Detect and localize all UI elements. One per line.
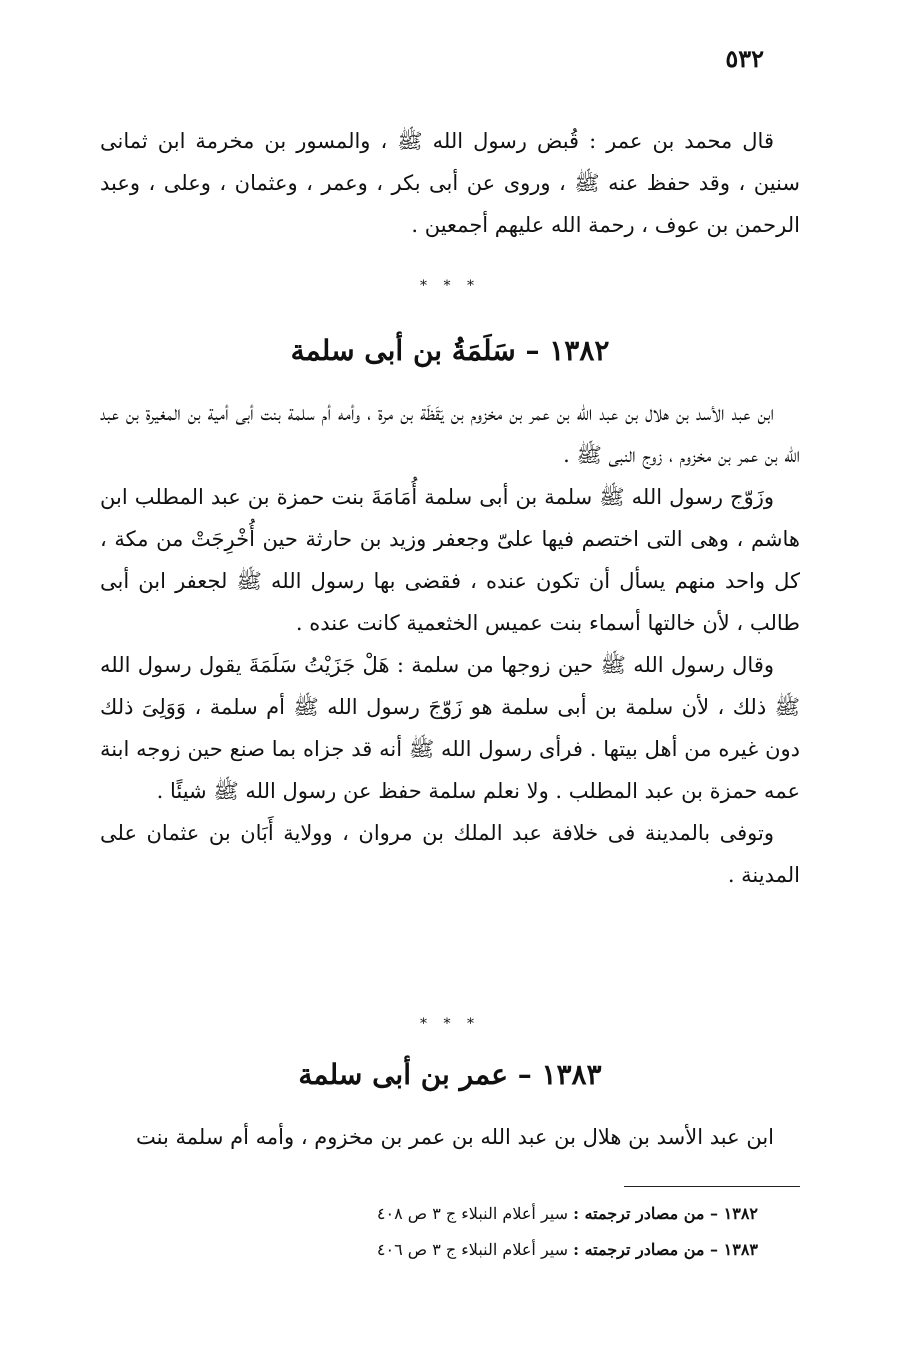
section-separator-1: * * * (420, 278, 480, 294)
entry-1383-body (100, 1116, 800, 1158)
footnote-1383 (377, 1232, 758, 1268)
section-separator-2: * * * (420, 1016, 480, 1032)
footnote-1382-label: ١٣٨٢ – من مصادر ترجمته : (573, 1204, 758, 1223)
intro-paragraph-block (100, 120, 800, 246)
entry-1382-heading: ١٣٨٢ – سَلَمَةُ بن أبى سلمة (290, 334, 610, 367)
footnote-1383-source: سير أعلام النبلاء ج ٣ ص ٤٠٦ (376, 1240, 569, 1259)
footnote-1382 (377, 1196, 758, 1232)
footnote-divider (624, 1186, 800, 1187)
entry-1382-paragraph-2: وزَوّج رسول الله ﷺ سلمة بن أبى سلمة أُمَامَةَ بنت حمزة بن عبد المطلب ابن هاشم ، وهى التى اختصم فيها علىّ وجعفر وزيد بن حارثة حين أُخْرِجَتْ من مكة ، كل واحد منهم يسأل أن تكون عنده ، فقضى بها رسول الله ﷺ لجعفر ابن أبى طالب ، لأن خالتها أسماء بنت عميس الخثعمية كانت عنده . (100, 485, 800, 635)
entry-1383-paragraph: ابن عبد الأسد بن هلال بن عبد الله بن عمر بن مخزوم ، وأمه أم سلمة بنت (136, 1125, 774, 1149)
page-number: ٥٣٢ (725, 44, 764, 73)
entry-1383-heading: ١٣٨٣ – عمر بن أبى سلمة (298, 1058, 602, 1091)
intro-paragraph: قال محمد بن عمر : قُبض رسول الله ﷺ ، والمسور بن مخرمة ابن ثمانى سنين ، وقد حفظ عنه ﷺ ، وروى عن أبى بكر ، وعمر ، وعثمان ، وعلى ، وعبد الرحمن بن عوف ، رحمة الله عليهم أجمعين . (100, 129, 800, 237)
entry-1382-body (100, 392, 800, 896)
footnote-1382-source: سير أعلام النبلاء ج ٣ ص ٤٠٨ (376, 1204, 569, 1223)
entry-1382-paragraph-3: وقال رسول الله ﷺ حين زوجها من سلمة : هَلْ جَزَيْتُ سَلَمَةَ يقول رسول الله ﷺ ذلك ، لأن سلمة بن أبى سلمة هو زَوّجَ رسول الله ﷺ أم سلمة ، وَوَلِىَ ذلك دون غيره من أهل بيتها . فرأى رسول الله ﷺ أنه قد جزاه بما صنع حين زوجه ابنة عمه حمزة بن عبد المطلب . ولا نعلم سلمة حفظ عن رسول الله ﷺ شيئًا . (100, 653, 800, 803)
entry-1382-paragraph-4: وتوفى بالمدينة فى خلافة عبد الملك بن مروان ، وولاية أَبَان بن عثمان على المدينة . (100, 821, 800, 887)
footnote-1383-label: ١٣٨٣ – من مصادر ترجمته : (573, 1240, 758, 1259)
footnotes (377, 1196, 758, 1268)
entry-1382-paragraph-1: ابن عبد الأسد بن هلال بن عبد الله بن عمر بن مخزوم بن يَقَظَة بن مرة ، وأمه أم سلمة بنت أبى أمية بن المغيرة بن عبد الله بن عمر بن مخزوم ، زوج النبى ﷺ . (100, 401, 800, 467)
